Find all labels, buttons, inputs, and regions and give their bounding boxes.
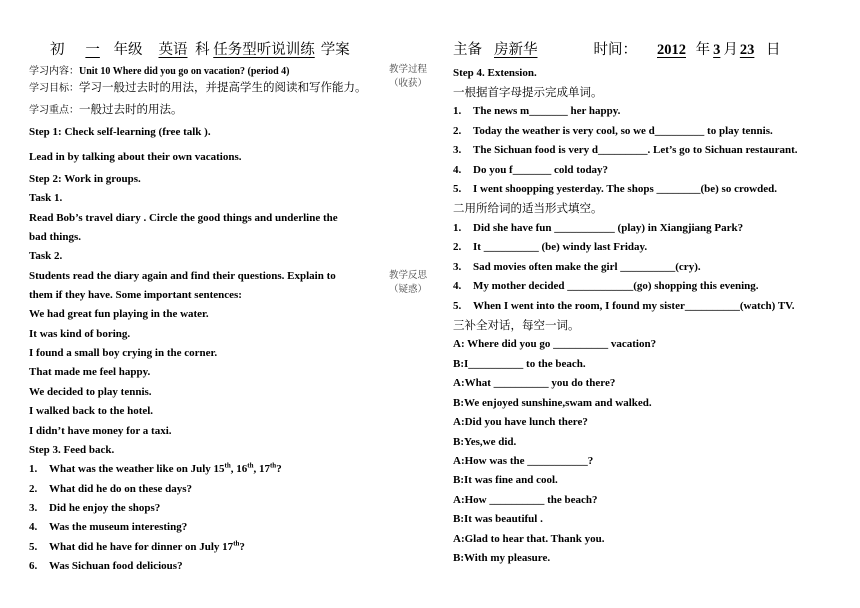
ordinal-suffix: th xyxy=(233,539,240,548)
item-number: 2. xyxy=(453,241,462,253)
focus-value: 一般过去时的用法。 xyxy=(79,102,183,116)
content-label: 学习内容： xyxy=(29,66,79,77)
question-text: What did he have for dinner on July 17 xyxy=(49,541,234,553)
question-number: 4. xyxy=(29,521,38,533)
question-3 xyxy=(29,501,160,515)
dialog-line: B:It was beautiful . xyxy=(453,513,543,525)
item-number: 4. xyxy=(453,164,462,176)
part-2-item-1 xyxy=(453,221,743,235)
learning-content xyxy=(29,64,289,79)
step-3: Step 3. Feed back. xyxy=(29,444,115,456)
author-value: 房新华 xyxy=(494,42,538,58)
item-text: Did she have fun ___________ (play) in Xiangjiang Park? xyxy=(473,222,744,234)
learning-focus xyxy=(29,102,183,118)
month-value: 3 xyxy=(713,42,721,58)
question-2 xyxy=(29,482,192,496)
item-text: The Sichuan food is very d_________. Let’s go to Sichuan restaurant. xyxy=(473,144,798,156)
item-number: 1. xyxy=(453,222,462,234)
year-label: 年 xyxy=(695,42,711,58)
item-text: It __________ (be) windy last Friday. xyxy=(473,241,648,253)
goal-label: 学习目标： xyxy=(29,83,79,94)
question-text: What did he do on these days? xyxy=(49,483,193,495)
item-text: When I went into the room, I found my sister__________(watch) TV. xyxy=(473,300,795,312)
year-value: 2012 xyxy=(657,42,686,58)
task-2-text-b: them if they have. Some important sentences: xyxy=(29,289,242,301)
dialog-line: A:Did you have lunch there? xyxy=(453,416,588,428)
question-number: 5. xyxy=(29,541,38,553)
dialog-line: B:It was fine and cool. xyxy=(453,474,558,486)
grade-label: 年级 xyxy=(113,42,143,58)
item-number: 5. xyxy=(453,183,462,195)
item-number: 5. xyxy=(453,300,462,312)
question-number: 1. xyxy=(29,463,38,475)
question-6 xyxy=(29,559,183,573)
question-text: Was Sichuan food delicious? xyxy=(49,560,183,572)
item-number: 3. xyxy=(453,261,462,273)
part-2-item-3 xyxy=(453,260,701,274)
part-2-item-4 xyxy=(453,279,759,293)
task-1-text-a: Read Bob’s travel diary . Circle the good things and underline the xyxy=(29,212,338,224)
item-text: Today the weather is very cool, so we d_________ to play tennis. xyxy=(473,125,773,137)
question-5 xyxy=(29,540,245,554)
step-4: Step 4. Extension. xyxy=(453,67,537,79)
part-1-item-5 xyxy=(453,182,777,196)
day-label: 日 xyxy=(766,42,781,58)
part-2-title: 二用所给词的适当形式填空。 xyxy=(453,201,603,215)
part-1-item-4 xyxy=(453,163,608,177)
task-2: Task 2. xyxy=(29,250,63,262)
header-right xyxy=(453,38,781,59)
task-2-text-a: Students read the diary again and find their questions. Explain to xyxy=(29,270,336,282)
question-text: , 17 xyxy=(253,463,270,475)
question-number: 3. xyxy=(29,502,38,514)
question-text: Did he enjoy the shops? xyxy=(49,502,161,514)
day-value: 23 xyxy=(739,42,755,58)
item-number: 3. xyxy=(453,144,462,156)
question-text: ? xyxy=(239,541,245,553)
part-1-title: 一根据首字母提示完成单词。 xyxy=(453,85,603,99)
dialog-line: B:I__________ to the beach. xyxy=(453,358,586,370)
time-label: 时间： xyxy=(593,42,637,58)
item-number: 4. xyxy=(453,280,462,292)
part-2-item-5 xyxy=(453,299,794,313)
dialog-line: B:With my pleasure. xyxy=(453,552,551,564)
item-text: Sad movies often make the girl __________(cry). xyxy=(473,261,701,273)
part-1-item-2 xyxy=(453,124,773,138)
month-label: 月 xyxy=(723,42,738,58)
dialog-line: B:We enjoyed sunshine,swam and walked. xyxy=(453,397,652,409)
item-text: I went shoopping yesterday. The shops ________(be) so crowded. xyxy=(473,183,777,195)
part-1-item-1 xyxy=(453,104,620,118)
teaching-reflection-note: 教学反思（疑惑） xyxy=(389,270,428,295)
sentence-5: We decided to play tennis. xyxy=(29,386,152,398)
ordinal-suffix: th xyxy=(247,461,254,470)
sentence-7: I didn’t have money for a taxi. xyxy=(29,425,172,437)
subject-value: 英语 xyxy=(158,42,188,58)
dialog-line: A:Glad to hear that. Thank you. xyxy=(453,533,605,545)
grade-value: 一 xyxy=(85,42,100,58)
dialog-line: A:How __________ the beach? xyxy=(453,494,598,506)
question-text: Was the museum interesting? xyxy=(49,521,188,533)
question-text: What was the weather like on July 15 xyxy=(49,463,225,475)
item-text: Do you f_______ cold today? xyxy=(473,164,609,176)
part-2-item-2 xyxy=(453,240,647,254)
content-value: Unit 10 Where did you go on vacation? (period 4) xyxy=(79,66,290,77)
sentence-3: I found a small boy crying in the corner. xyxy=(29,347,218,359)
dialog-line: A:What __________ you do there? xyxy=(453,377,616,389)
question-4 xyxy=(29,520,187,534)
part-1-item-3 xyxy=(453,143,798,157)
focus-label: 学习重点： xyxy=(29,105,79,116)
teaching-process-note: 教学过程（收获） xyxy=(389,64,428,89)
header-left xyxy=(50,38,350,59)
step-1: Step 1: Check self-learning (free talk ). xyxy=(29,126,211,138)
grade-prefix: 初 xyxy=(50,42,65,58)
dialog-line: A:How was the ___________? xyxy=(453,455,594,467)
item-text: The news m_______ her happy. xyxy=(473,105,621,117)
author-label: 主备 xyxy=(453,42,482,58)
question-1 xyxy=(29,462,282,476)
task-1: Task 1. xyxy=(29,192,63,204)
goal-value: 学习一般过去时的用法，并提高学生的阅读和写作能力。 xyxy=(79,80,367,94)
question-number: 2. xyxy=(29,483,38,495)
step-2: Step 2: Work in groups. xyxy=(29,173,141,185)
sentence-2: It was kind of boring. xyxy=(29,328,131,340)
item-text: My mother decided ____________(go) shopping this evening. xyxy=(473,280,759,292)
ordinal-suffix: th xyxy=(224,461,231,470)
item-number: 2. xyxy=(453,125,462,137)
lead-in: Lead in by talking about their own vacations. xyxy=(29,151,242,163)
learning-goal xyxy=(29,80,367,96)
item-number: 1. xyxy=(453,105,462,117)
ordinal-suffix: th xyxy=(269,461,277,470)
task-1-text-b: bad things. xyxy=(29,231,81,243)
dialog-line: A: Where did you go __________ vacation? xyxy=(453,338,657,350)
type-value: 任务型听说训练 xyxy=(213,42,315,58)
dialog-line: B:Yes,we did. xyxy=(453,436,517,448)
sentence-1: We had great fun playing in the water. xyxy=(29,308,209,320)
plan-label: 学案 xyxy=(320,42,350,58)
sentence-4: That made me feel happy. xyxy=(29,366,151,378)
question-text: , 16 xyxy=(230,463,248,475)
subject-label: 科 xyxy=(195,42,210,58)
part-3-title: 三补全对话，每空一词。 xyxy=(453,318,580,332)
question-number: 6. xyxy=(29,560,38,572)
question-text: ? xyxy=(276,463,282,475)
sentence-6: I walked back to the hotel. xyxy=(29,405,154,417)
